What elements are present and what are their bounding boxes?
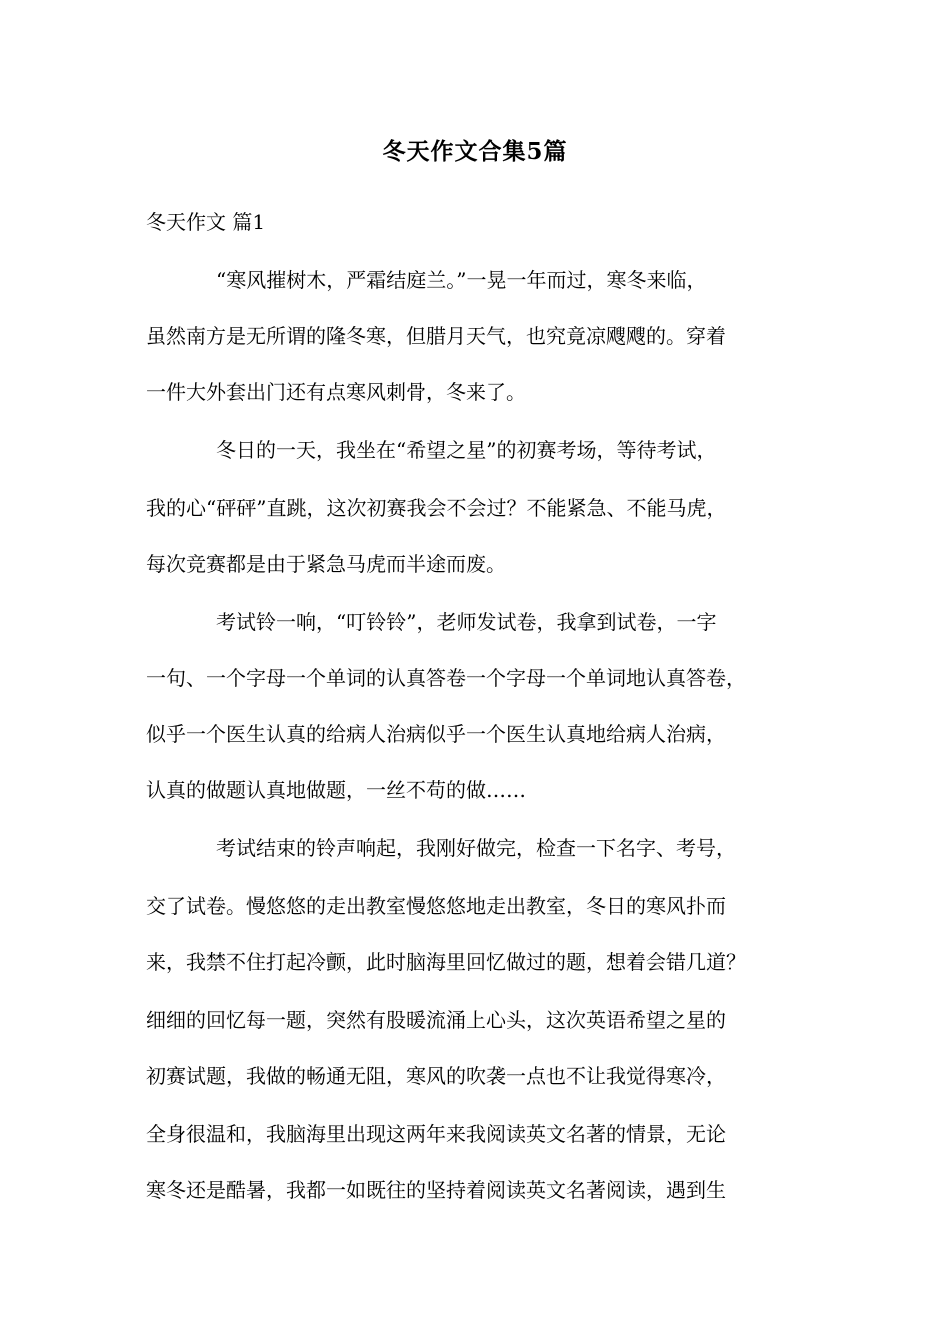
- paragraph-4-line-6: 全身很温和，我脑海里出现这两年来我阅读英文名著的情景，无论: [146, 1122, 726, 1146]
- paragraph-3-line-1: 考试铃一响，“叮铃铃”，老师发试卷，我拿到试卷，一字: [216, 610, 717, 634]
- paragraph-3-line-3: 似乎一个医生认真的给病人治病似乎一个医生认真地给病人治病，: [146, 722, 726, 746]
- paragraph-4-line-2: 交了试卷。慢悠悠的走出教室慢悠悠地走出教室，冬日的寒风扑而: [146, 894, 726, 918]
- paragraph-2-line-2: 我的心“砰砰”直跳，这次初赛我会不会过？不能紧急、不能马虎，: [146, 496, 727, 520]
- paragraph-4-line-7: 寒冬还是酷暑，我都一如既往的坚持着阅读英文名著阅读，遇到生: [146, 1178, 726, 1202]
- paragraph-4-line-4: 细细的回忆每一题，突然有股暖流涌上心头，这次英语希望之星的: [146, 1008, 726, 1032]
- paragraph-1-line-1: “寒风摧树木，严霜结庭兰。”一晃一年而过，寒冬来临，: [216, 268, 707, 292]
- paragraph-4-line-3: 来，我禁不住打起冷颤，此时脑海里回忆做过的题，想着会错几道？: [146, 950, 746, 974]
- paragraph-1-line-2: 虽然南方是无所谓的隆冬寒，但腊月天气，也究竟凉飕飕的。穿着: [146, 324, 726, 348]
- paragraph-1-line-3: 一件大外套出门还有点寒风刺骨，冬来了。: [146, 380, 526, 404]
- paragraph-4-line-5: 初赛试题，我做的畅通无阻，寒风的吹袭一点也不让我觉得寒冷，: [146, 1064, 726, 1088]
- paragraph-2-line-1: 冬日的一天，我坐在“希望之星”的初赛考场，等待考试，: [216, 438, 717, 462]
- paragraph-4-line-1: 考试结束的铃声响起，我刚好做完，检查一下名字、考号，: [216, 836, 736, 860]
- paragraph-2-line-3: 每次竞赛都是由于紧急马虎而半途而废。: [146, 552, 506, 576]
- section-heading: 冬天作文 篇1: [146, 210, 266, 234]
- paragraph-3-line-2: 一句、一个字母一个单词的认真答卷一个字母一个单词地认真答卷，: [146, 666, 746, 690]
- paragraph-3-line-4: 认真的做题认真地做题，一丝不苟的做……: [146, 778, 526, 802]
- document-title: 冬天作文合集5篇: [382, 138, 568, 165]
